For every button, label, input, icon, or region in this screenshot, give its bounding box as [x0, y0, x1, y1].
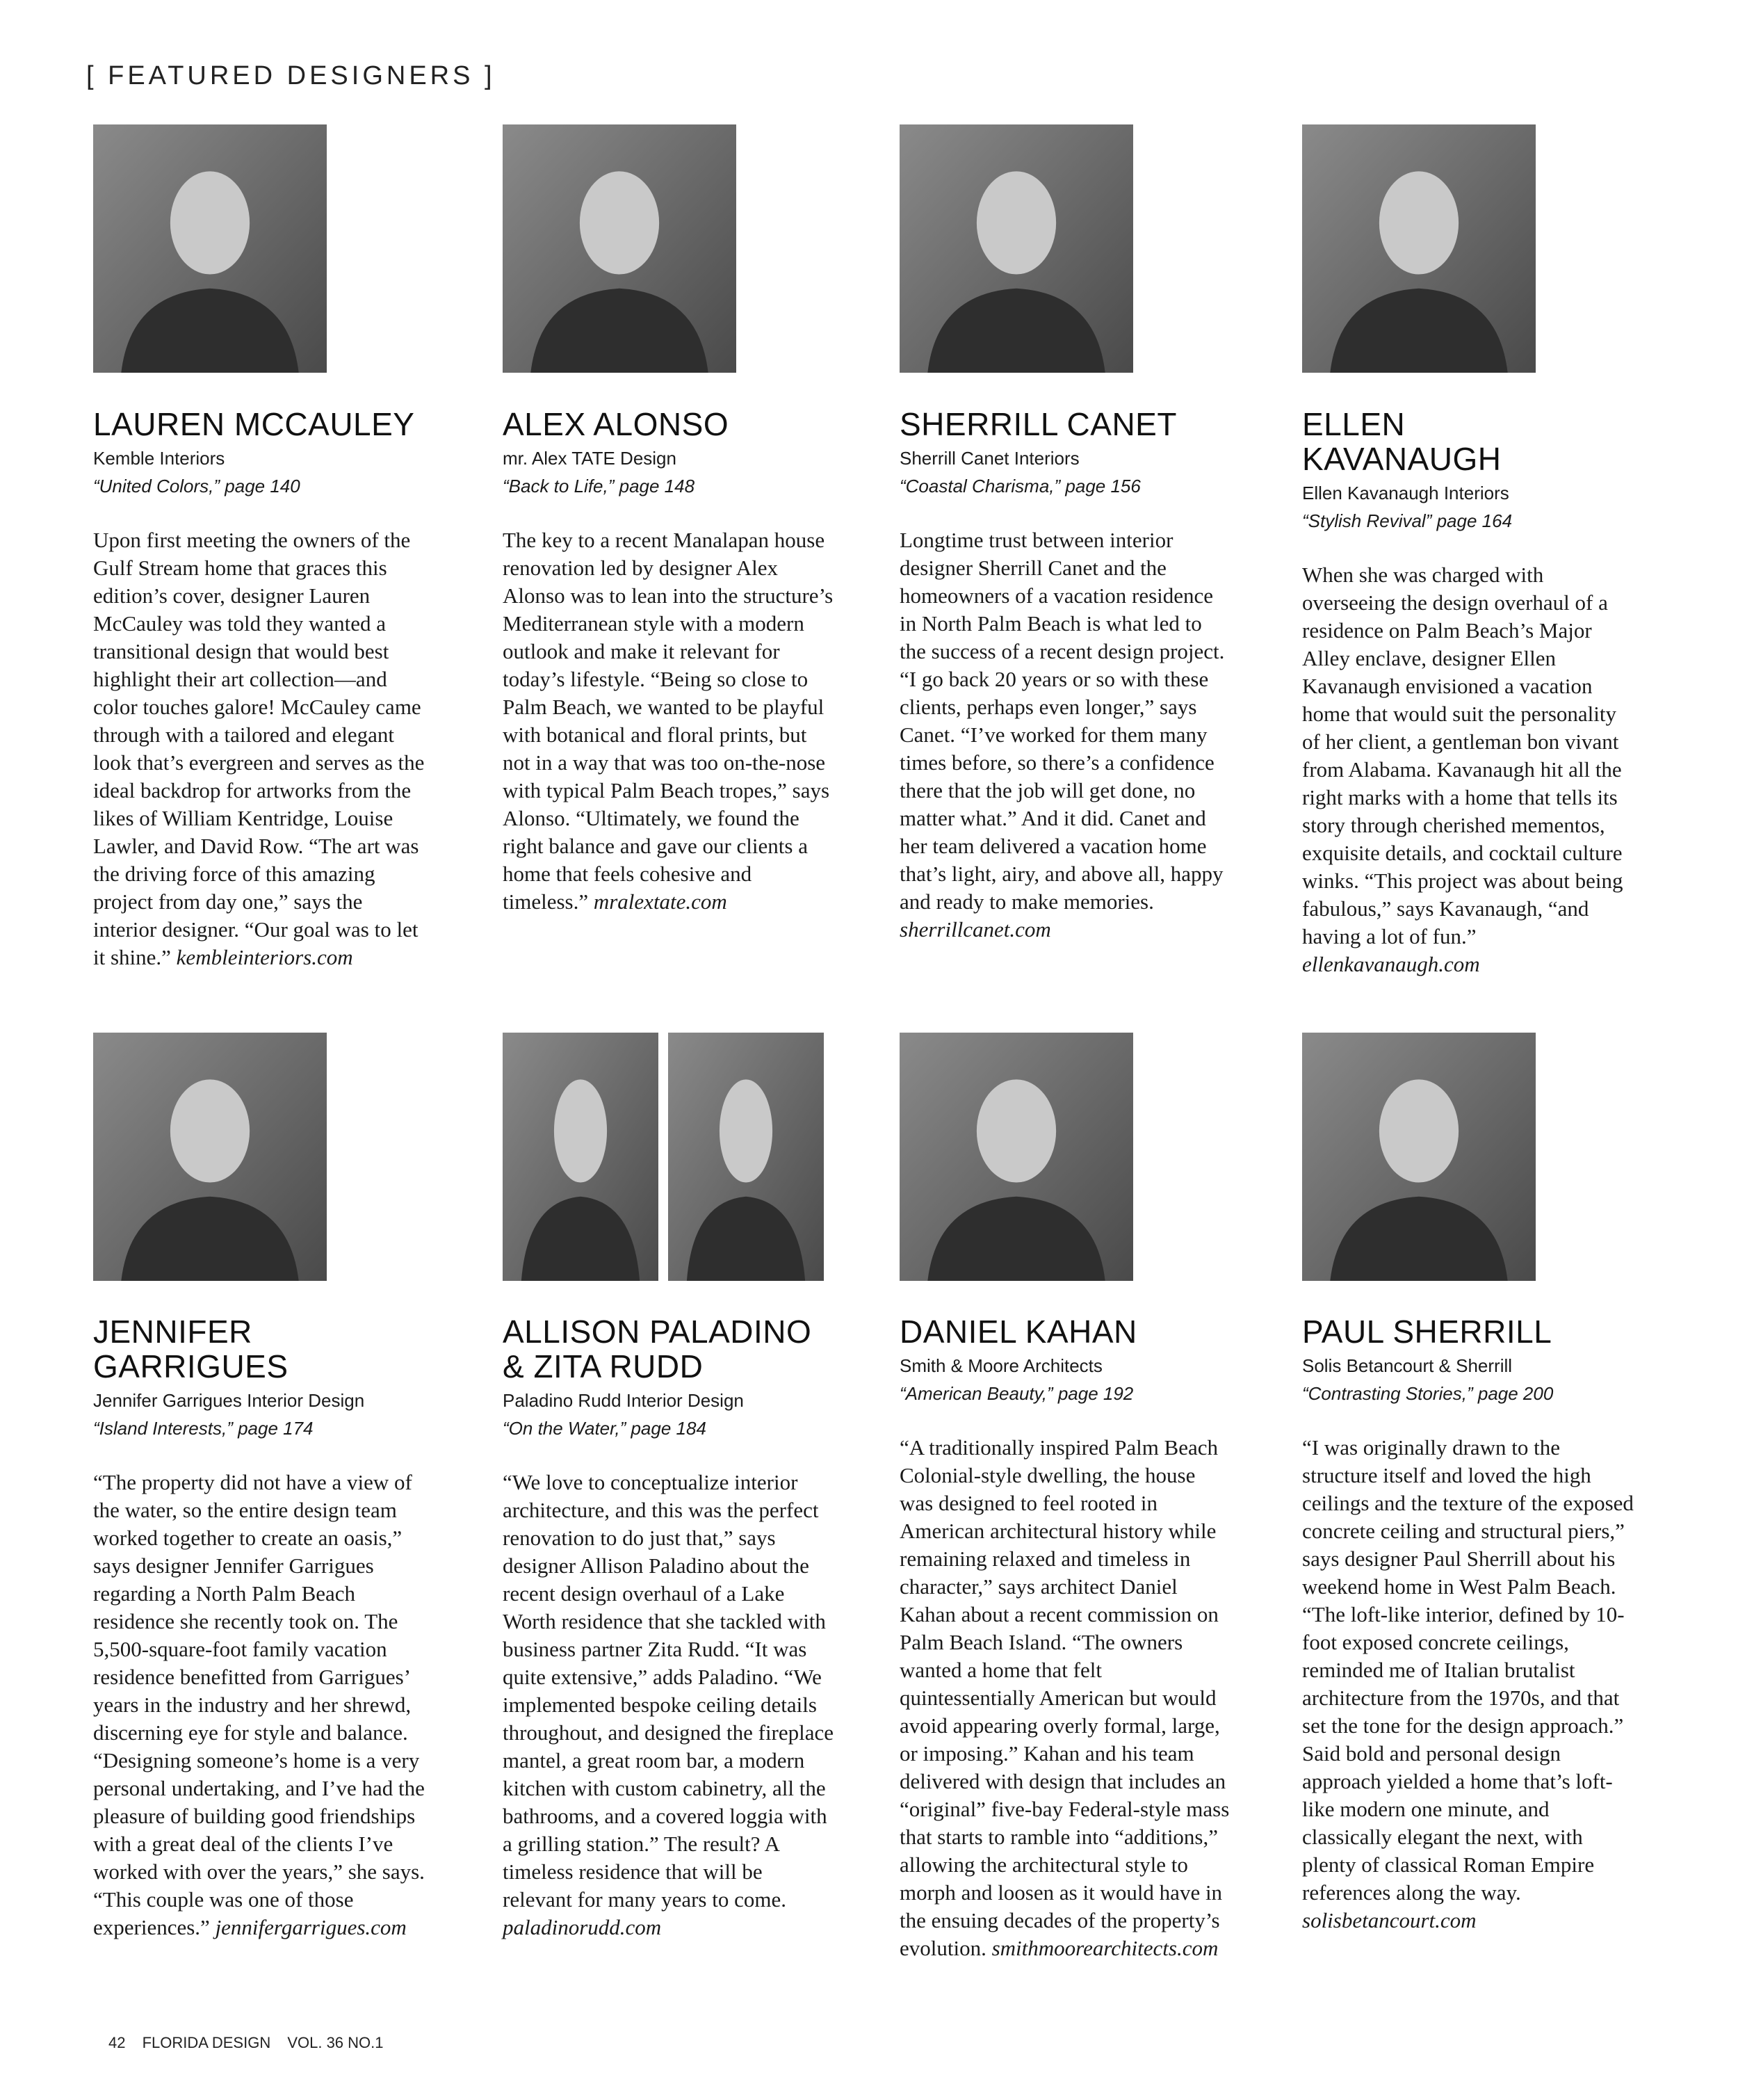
story-reference: “Contrasting Stories,” page 200 — [1302, 1383, 1554, 1404]
design-firm: Paladino Rudd Interior Design — [503, 1390, 744, 1411]
designer-profile — [503, 407, 836, 916]
story-reference: “Stylish Revival” page 164 — [1302, 510, 1513, 531]
portrait-image — [503, 1033, 658, 1281]
designer-photo — [668, 1033, 824, 1281]
designer-name: ELLEN KAVANAUGH — [1302, 406, 1502, 477]
designer-profile — [93, 407, 427, 971]
designer-photo — [503, 1033, 658, 1281]
website-link[interactable]: kembleinteriors.com — [176, 945, 353, 969]
designer-name: ALLISON PALADINO & ZITA RUDD — [503, 1314, 812, 1384]
designer-photo — [1302, 124, 1536, 373]
story-reference: “Coastal Charisma,” page 156 — [900, 476, 1141, 496]
bio-text: “The property did not have a view of the water, so the entire design team worked together to create an oasis,” says designer Jennifer Garrigues regarding a North Palm Beach residence she recently took on. The 5,500-square-foot family vacation residence benefitted from Garrigues’ years in the industry and her shrewd, discerning eye for style and balance. “Designing someone’s home is a very personal undertaking, and I’ve had the pleasure of building good friendships with a great deal of the clients I’ve worked with over the years,” she says. “This couple was one of those experiences.” — [93, 1470, 425, 1939]
designer-profile — [503, 1314, 836, 1941]
bio-text: When she was charged with overseeing the design overhaul of a residence on Palm Beach’s Major Alley enclave, designer Ellen Kavanaugh envisioned a vacation home that would suit the personality of her client, a gentleman bon vivant from Alabama. Kavanaugh hit all the right marks with a home that tells its story through cherished mementos, exquisite details, and cocktail culture winks. “This project was about being fabulous,” says Kavanaugh, “and having a lot of fun.” — [1302, 563, 1623, 948]
designer-bio — [1302, 561, 1636, 978]
portrait-image — [900, 1033, 1133, 1281]
designer-photo — [900, 1033, 1133, 1281]
designer-name: ALEX ALONSO — [503, 406, 729, 442]
designer-name: LAUREN MCCAULEY — [93, 406, 415, 442]
portrait-image — [93, 1033, 327, 1281]
design-firm: Jennifer Garrigues Interior Design — [93, 1390, 365, 1411]
designer-profile — [900, 1314, 1233, 1962]
designer-name: SHERRILL CANET — [900, 406, 1177, 442]
section-title: [ FEATURED DESIGNERS ] — [86, 61, 496, 90]
designer-name: JENNIFER GARRIGUES — [93, 1314, 289, 1384]
designer-name: DANIEL KAHAN — [900, 1314, 1137, 1350]
website-link[interactable]: ellenkavanaugh.com — [1302, 952, 1480, 976]
story-reference: “On the Water,” page 184 — [503, 1418, 706, 1439]
designer-name: PAUL SHERRILL — [1302, 1314, 1552, 1350]
portrait-image — [900, 124, 1133, 373]
story-reference: “United Colors,” page 140 — [93, 476, 300, 496]
designer-profile — [93, 1314, 427, 1941]
publication-name: FLORIDA DESIGN — [142, 2034, 271, 2051]
issue-label: VOL. 36 NO.1 — [287, 2034, 384, 2051]
designer-photo — [1302, 1033, 1536, 1281]
portrait-image — [503, 124, 736, 373]
website-link[interactable]: sherrillcanet.com — [900, 917, 1051, 942]
designer-profile — [1302, 407, 1636, 978]
design-firm: Smith & Moore Architects — [900, 1355, 1103, 1376]
bio-text: “We love to conceptualize interior architecture, and this was the perfect renovation to do just that,” says designer Allison Paladino about the recent design overhaul of a Lake Worth residence that she tackled with business partner Zita Rudd. “It was quite extensive,” adds Paladino. “We implemented bespoke ceiling details throughout, and designed the fireplace mantel, a great room bar, a modern kitchen with custom cabinetry, all the bathrooms, and a covered loggia with a grilling station.” The result? A timeless residence that will be relevant for many years to come. — [503, 1470, 834, 1912]
designer-bio — [503, 1469, 836, 1941]
designer-photo — [93, 124, 327, 373]
bio-text: Upon first meeting the owners of the Gulf Stream home that graces this edition’s cover, designer Lauren McCauley was told they wanted a transitional design that would best highlight their art collection—and color touches galore! McCauley came through with a tailored and elegant look that’s evergreen and serves as the ideal backdrop for artworks from the likes of William Kentridge, Louise Lawler, and David Row. “The art was the driving force of this amazing project from day one,” says the interior designer. “Our goal was to let it shine.” — [93, 528, 425, 969]
portrait-image — [1302, 1033, 1536, 1281]
designer-bio — [93, 1469, 427, 1941]
designer-photo — [503, 124, 736, 373]
bio-text: Longtime trust between interior designer Sherrill Canet and the homeowners of a vacation residence in North Palm Beach is what led to the success of a recent design project. “I go back 20 years or so with these clients, perhaps even longer,” says Canet. “I’ve worked for them many times before, so there’s a confidence there that the job will get done, no matter what.” And it did. Canet and her team delivered a vacation home that’s light, airy, and above all, happy and ready to make memories. — [900, 528, 1225, 914]
website-link[interactable]: smithmoorearchitects.com — [991, 1936, 1219, 1960]
website-link[interactable]: solisbetancourt.com — [1302, 1908, 1477, 1932]
design-firm: Solis Betancourt & Sherrill — [1302, 1355, 1513, 1376]
designer-photo — [93, 1033, 327, 1281]
story-reference: “American Beauty,” page 192 — [900, 1383, 1134, 1404]
design-firm: Ellen Kavanaugh Interiors — [1302, 483, 1509, 503]
story-reference: “Island Interests,” page 174 — [93, 1418, 314, 1439]
website-link[interactable]: paladinorudd.com — [503, 1915, 662, 1939]
portrait-image — [93, 124, 327, 373]
page-footer — [108, 2034, 396, 2052]
designer-bio — [503, 526, 836, 916]
designer-photo — [900, 124, 1133, 373]
design-firm: Sherrill Canet Interiors — [900, 448, 1080, 469]
design-firm: Kemble Interiors — [93, 448, 225, 469]
page-number: 42 — [108, 2034, 126, 2051]
bio-text: “A traditionally inspired Palm Beach Colonial-style dwelling, the house was designed to feel rooted in American architectural history while remaining relaxed and timeless in character,” says architect Daniel Kahan about a recent commission on Palm Beach Island. “The owners wanted a home that felt quintessentially American but would avoid appearing overly formal, large, or imposing.” Kahan and his team delivered with design that includes an “original” five-bay Federal-style mass that starts to ramble into “additions,” allowing the architectural style to morph and loosen as it would have in the ensuing decades of the property’s evolution. — [900, 1435, 1230, 1960]
bio-text: “I was originally drawn to the structure itself and loved the high ceilings and the texture of the exposed concrete ceiling and structural piers,” says designer Paul Sherrill about his weekend home in West Palm Beach. “The loft-like interior, defined by 10-foot exposed concrete ceilings, reminded me of Italian brutalist architecture from the 1970s, and that set the tone for the design approach.” Said bold and personal design approach yielded a home that’s loft-like modern one minute, and classically elegant the next, with plenty of classical Roman Empire references along the way. — [1302, 1435, 1634, 1905]
portrait-image — [668, 1033, 824, 1281]
designer-profile — [900, 407, 1233, 944]
portrait-image — [1302, 124, 1536, 373]
designer-profile — [1302, 1314, 1636, 1935]
design-firm: mr. Alex TATE Design — [503, 448, 676, 469]
designer-bio — [900, 1434, 1233, 1962]
website-link[interactable]: mralextate.com — [593, 889, 727, 914]
website-link[interactable]: jennifergarrigues.com — [215, 1915, 407, 1939]
designer-bio — [93, 526, 427, 971]
designer-bio — [900, 526, 1233, 944]
designer-bio — [1302, 1434, 1636, 1935]
story-reference: “Back to Life,” page 148 — [503, 476, 695, 496]
bio-text: The key to a recent Manalapan house renovation led by designer Alex Alonso was to lean into the structure’s Mediterranean style with a modern outlook and make it relevant for today’s lifestyle. “Being so close to Palm Beach, we wanted to be playful with botanical and floral prints, but not in a way that was too on-the-nose with typical Palm Beach tropes,” says Alonso. “Ultimately, we found the right balance and gave our clients a home that feels cohesive and timeless.” — [503, 528, 834, 914]
